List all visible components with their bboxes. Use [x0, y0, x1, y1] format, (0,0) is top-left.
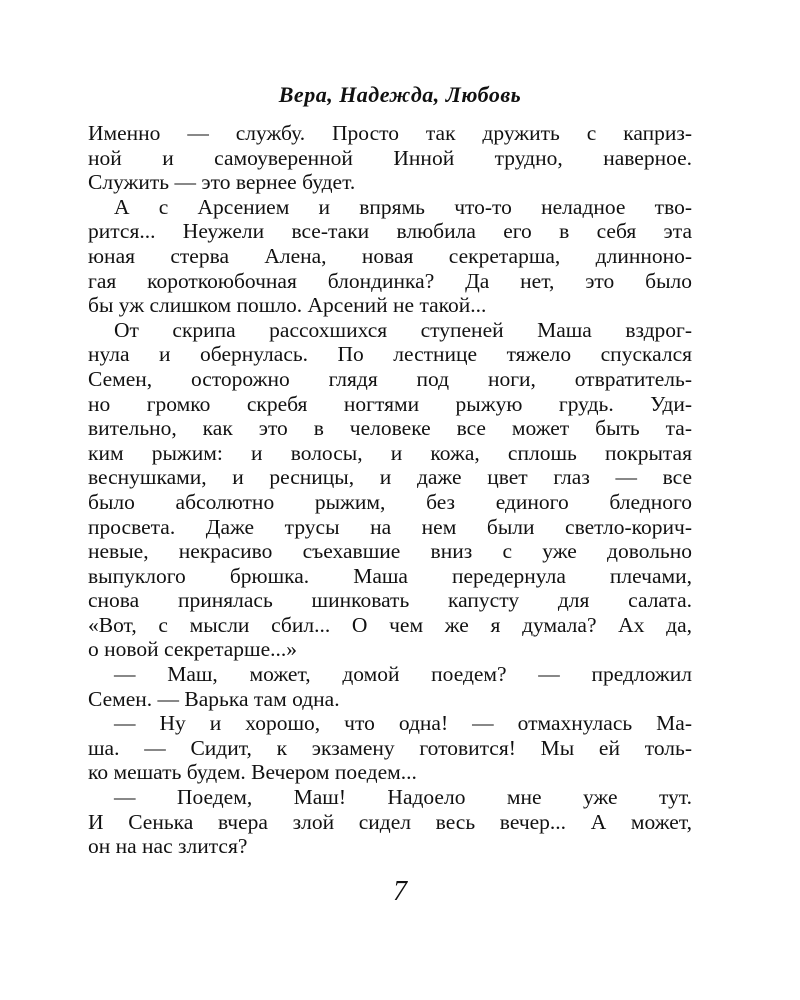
text-line: о новой секретарше...» [88, 637, 298, 662]
text-line: веснушками, и ресницы, и даже цвет глаз — все [88, 465, 692, 490]
text-line: Семен. — Варька там одна. [88, 686, 340, 711]
body-text [88, 121, 692, 859]
text-line: невые, некрасиво съехавшие вниз с уже довольно [88, 539, 692, 564]
text-line: А с Арсением и впрямь что-то неладное тво- [114, 194, 692, 219]
text-line: Семен, осторожно глядя под ноги, отвратитель- [88, 366, 692, 391]
text-line: От скрипа рассохшихся ступеней Маша вздрог- [114, 317, 692, 342]
text-line: «Вот, с мысли сбил... О чем же я думала? Ах да, [88, 612, 692, 637]
text-line: ким рыжим: и волосы, и кожа, сплошь покрытая [88, 440, 692, 465]
text-line: бы уж слишком пошло. Арсений не такой... [88, 293, 487, 318]
text-line: рится... Неужели все-таки влюбила его в себя эта [88, 219, 692, 244]
page-number: 7 [393, 876, 407, 907]
text-line: было абсолютно рыжим, без единого бледного [88, 489, 692, 514]
text-line: И Сенька вчера злой сидел весь вечер... А может, [88, 809, 692, 834]
text-line: ша. — Сидит, к экзамену готовится! Мы ей толь- [88, 735, 692, 760]
text-line: — Ну и хорошо, что одна! — отмахнулась Ма- [114, 711, 692, 736]
text-line: но громко скребя ногтями рыжую грудь. Уди- [88, 391, 692, 416]
text-line: ко мешать будем. Вечером поедем... [88, 760, 417, 785]
text-line: он на нас злится? [88, 834, 248, 859]
text-line: просвета. Даже трусы на нем были светло-корич- [88, 514, 692, 539]
text-line: — Поедем, Маш! Надоело мне уже тут. [114, 785, 692, 810]
text-line: — Маш, может, домой поедем? — предложил [114, 662, 692, 687]
text-line: гая короткоюбочная блондинка? Да нет, это было [88, 268, 692, 293]
text-line: вительно, как это в человеке все может быть та- [88, 416, 692, 441]
text-line: снова принялась шинковать капусту для салата. [88, 588, 692, 613]
text-line: выпуклого брюшка. Маша передернула плечами, [88, 563, 692, 588]
text-line: нула и обернулась. По лестнице тяжело спускался [88, 342, 692, 367]
text-line: Именно — службу. Просто так дружить с каприз- [88, 121, 692, 145]
text-line: ной и самоуверенной Инной трудно, наверное. [88, 145, 692, 170]
running-title: Вера, Надежда, Любовь [278, 82, 522, 107]
text-line: юная стерва Алена, новая секретарша, длинноно- [88, 243, 692, 268]
text-line: Служить — это вернее будет. [88, 170, 356, 195]
